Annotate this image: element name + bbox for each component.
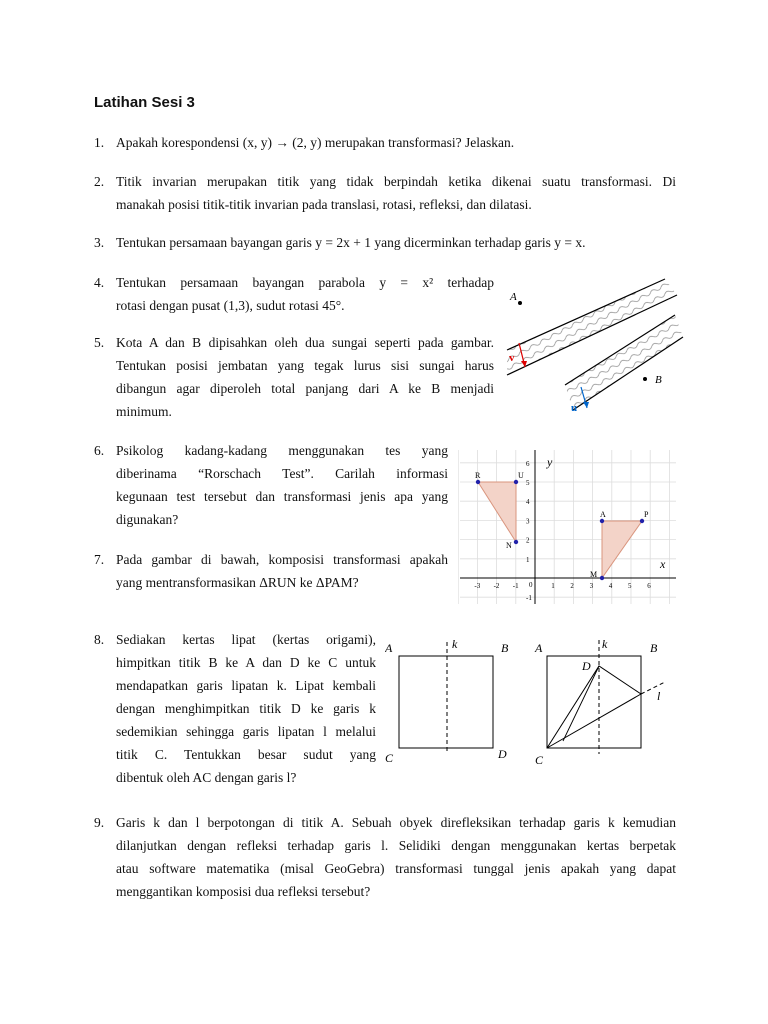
fold-line-l-ext	[641, 682, 665, 694]
label-B: B	[650, 641, 658, 655]
fold-line-l	[547, 694, 641, 748]
y-tick-label: 1	[526, 555, 530, 564]
label-D: D	[498, 747, 507, 761]
question-text: Kota A dan B dipisahkan oleh dua sungai seperti pada gambar.	[116, 335, 494, 350]
x-tick-label: -2	[493, 582, 500, 590]
x-tick-label: 6	[647, 582, 651, 590]
question-2: 2. Titik invarian merupakan titik yang tidak berpindah ketika dikenai suatu transformasi. Di manakah posisi titik-titik invarian pada translasi, rotasi, refleksi, dan dilatasi.	[94, 170, 676, 216]
question-text: Sediakan kertas lipat (kertas origami),	[116, 632, 376, 647]
x-tick-label: -3	[474, 582, 481, 590]
point-P	[640, 510, 649, 523]
x-axis-label: x	[660, 557, 666, 571]
origin-label: 0	[529, 581, 533, 589]
folded-corner	[547, 666, 641, 748]
question-text: Pada gambar di bawah, komposisi transformasi apakah	[116, 552, 448, 567]
label-B: B	[655, 374, 662, 386]
triangle-RUN	[478, 482, 516, 542]
point-R	[475, 471, 481, 484]
label-k: k	[602, 637, 608, 651]
svg-text:A: A	[600, 510, 606, 519]
question-text: mendapatkan garis lipatan k. Lipat kembali	[116, 678, 376, 693]
y-tick-label: 2	[526, 536, 530, 545]
x-tick-label: 4	[608, 582, 613, 590]
svg-text:P: P	[644, 510, 649, 519]
question-text: Titik invarian merupakan titik yang tidak berpindah ketika dikenai suatu transformasi. Di	[116, 174, 676, 189]
coordinate-grid-figure	[458, 448, 680, 606]
x-tick-label: -1	[512, 582, 519, 590]
x-tick-label: 2	[570, 582, 574, 590]
y-tick-label: 4	[526, 498, 530, 507]
label-u: u	[571, 402, 578, 414]
question-4: 4. Tentukan persamaan bayangan parabola y = x² terhadap rotasi dengan pusat (1,3), sudut rotasi 45°.	[94, 271, 494, 317]
question-text: Tentukan persamaan bayangan parabola y = x² terhadap	[116, 275, 494, 290]
question-text: dengan menghimpitkan titik D ke garis k	[116, 701, 376, 716]
question-text: manakah posisi titik-titik invarian pada translasi, rotasi, refleksi, dan dilatasi.	[116, 197, 532, 212]
question-text: menggantikan komposisi dua refleksi tersebut?	[116, 884, 371, 899]
paper-square	[399, 656, 493, 748]
label-B: B	[501, 641, 509, 655]
question-text: dibangun agar diperoleh total panjang dari A ke B menjadi	[116, 381, 494, 396]
question-text: titik C. Tentukkan besar sudut yang	[116, 747, 376, 762]
label-C: C	[535, 753, 544, 767]
question-text: dibentuk oleh AC dengan garis l?	[116, 770, 297, 785]
label-C: C	[385, 751, 394, 765]
question-text: atau software matematika (misal GeoGebra) transformasi tunggal jenis apakah yang dapat	[116, 861, 676, 876]
x-tick-label: 5	[628, 582, 632, 590]
question-text: minimum.	[116, 404, 172, 419]
point-N	[506, 540, 518, 550]
question-text: Psikolog kadang-kadang menggunakan tes yang	[116, 443, 448, 458]
question-6: 6. Psikolog kadang-kadang menggunakan tes yang diberinama “Rorschach Test”. Carilah informasi kegunaan test tersebut dan transformasi jenis apa yang digunakan?	[94, 439, 448, 531]
question-7: 7. Pada gambar di bawah, komposisi transformasi apakah yang mentransformasikan ΔRUN ke ΔPAM?	[94, 548, 448, 594]
y-tick-label: 3	[526, 517, 530, 526]
vector-u-arrow	[583, 402, 589, 408]
question-text: kegunaan test tersebut dan transformasi jenis apa yang	[116, 489, 448, 504]
x-tick-label: 3	[589, 582, 594, 590]
question-text: Apakah korespondensi (x, y) → (2, y) merupakan transformasi? Jelaskan.	[116, 135, 515, 150]
y-axis-label: y	[547, 455, 553, 469]
square-fold-figure-2	[533, 636, 678, 770]
y-tick-label: 6	[526, 459, 530, 468]
question-text: Garis k dan l berpotongan di titik A. Sebuah obyek direfleksikan terhadap garis k kemudian	[116, 815, 676, 830]
question-3: 3. Tentukan persamaan bayangan garis y = 2x + 1 yang dicerminkan terhadap garis y = x.	[94, 231, 694, 254]
page-title: Latihan Sesi 3	[94, 94, 195, 111]
triangle-PAM	[602, 521, 642, 578]
question-text: Tentukan posisi jembatan yang tegak lurus sisi sungai harus	[116, 358, 494, 373]
point-B	[643, 377, 647, 381]
label-A: A	[535, 641, 543, 655]
label-D: D	[582, 659, 591, 673]
label-A: A	[510, 291, 517, 303]
question-text: diberinama “Rorschach Test”. Carilah informasi	[116, 466, 448, 481]
grid-lines	[458, 450, 676, 604]
svg-text:N: N	[506, 541, 512, 550]
question-text: himpitkan titik B ke A dan D ke C untuk	[116, 655, 376, 670]
question-5: 5. Kota A dan B dipisahkan oleh dua sungai seperti pada gambar. Tentukan posisi jembatan yang tegak lurus sisi sungai harus dibangun agar diperoleh total panjang dari A ke B menjadi minimum.	[94, 331, 494, 423]
point-A	[518, 301, 522, 305]
label-A: A	[385, 641, 393, 655]
question-text: dilanjutkan dengan refleksi terhadap garis l. Selidiki dengan menggunakan kertas berpetak	[116, 838, 676, 853]
question-text: rotasi dengan pusat (1,3), sudut rotasi 45°.	[116, 298, 345, 313]
question-text: digunakan?	[116, 512, 179, 527]
river-1	[507, 279, 677, 375]
question-8: 8. Sediakan kertas lipat (kertas origami), himpitkan titik B ke A dan D ke C untuk mendapatkan garis lipatan k. Lipat kembali dengan menghimpitkan titik D ke garis k sedemikian sehingga garis lipatan l melalui titik C. Tentukkan besar sudut yang dibentuk oleh AC dengan garis l?	[94, 628, 376, 789]
label-k: k	[452, 637, 458, 651]
svg-text:U: U	[518, 471, 524, 480]
question-text: yang mentransformasikan ΔRUN ke ΔPAM?	[116, 575, 359, 590]
river-figure	[505, 275, 685, 420]
label-v: v	[509, 352, 515, 364]
svg-text:R: R	[475, 471, 481, 480]
y-tick-label: 5	[526, 479, 530, 487]
y-tick-label: -1	[526, 594, 532, 603]
question-text: Tentukan persamaan bayangan garis y = 2x + 1 yang dicerminkan terhadap garis y = x.	[116, 235, 586, 250]
segment-CD	[563, 666, 599, 741]
question-1: 1. Apakah korespondensi (x, y) → (2, y) merupakan transformasi? Jelaskan.	[94, 131, 684, 154]
question-9: 9. Garis k dan l berpotongan di titik A. Sebuah obyek direfleksikan terhadap garis k kemudian dilanjutkan dengan refleksi terhadap garis l. Selidiki dengan menggunakan kertas berpetak atau software matematika (misal GeoGebra) transformasi tunggal jenis apakah yang dapat menggantikan komposisi dua refleksi tersebut?	[94, 811, 676, 903]
question-text: sedemikian sehingga garis lipatan l melalui	[116, 724, 376, 739]
label-l: l	[657, 689, 661, 703]
x-tick-label: 1	[551, 582, 555, 590]
svg-text:M: M	[590, 570, 598, 579]
square-fold-figure-1	[385, 636, 515, 768]
